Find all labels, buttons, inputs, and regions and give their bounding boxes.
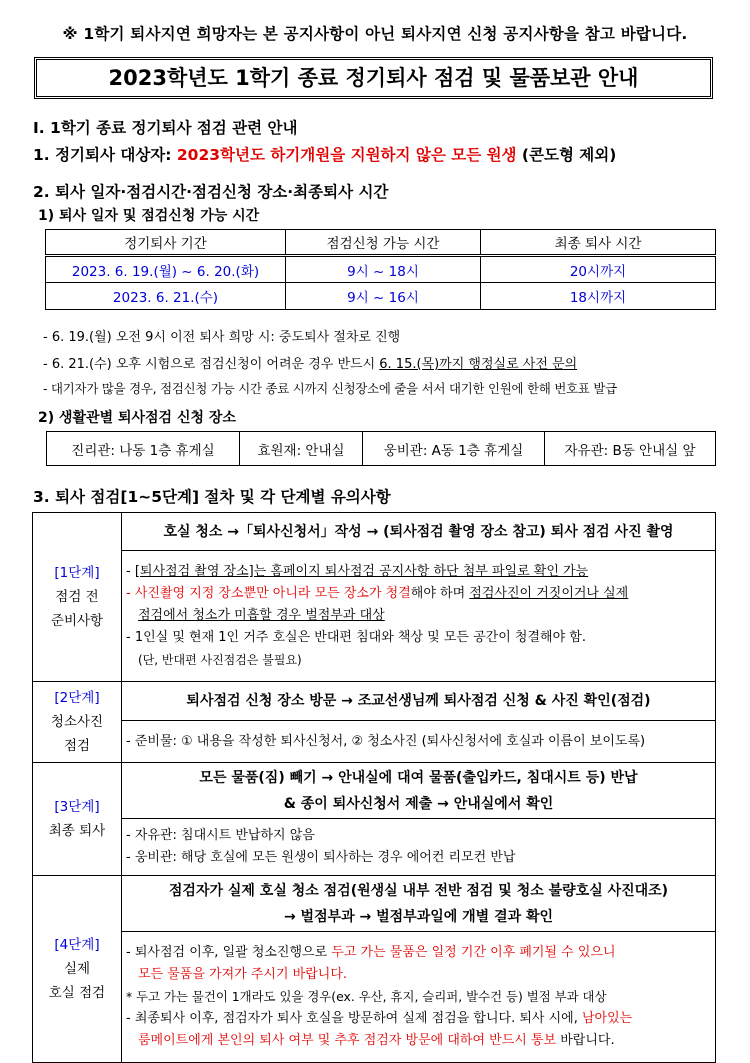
- schedule-cell: 9시 ~ 18시: [286, 256, 481, 283]
- step-row: [33, 721, 716, 763]
- schedule-row: [46, 283, 716, 310]
- step-body: [122, 551, 716, 682]
- schedule-header: 정기퇴사 기간: [46, 230, 286, 256]
- bullet-red: 남아있는: [581, 1011, 633, 1026]
- bullet: [126, 1008, 711, 1030]
- step-name: 호실 점검: [48, 985, 106, 1001]
- step-label: [33, 682, 122, 763]
- step-label: [33, 513, 122, 682]
- step-label: [33, 763, 122, 876]
- step-header: [122, 763, 716, 819]
- step-tag: [1단계]: [54, 565, 100, 581]
- bullet-cont: [126, 605, 711, 627]
- note-line: [43, 353, 577, 372]
- schedule-heading: 2. 퇴사 일자·점검시간·점검신청 장소·최종퇴사 시간: [33, 183, 389, 201]
- step-name: 최종 퇴사: [48, 823, 106, 839]
- bullet: [126, 942, 711, 964]
- schedule-cell: 18시까지: [481, 283, 716, 310]
- schedule-row: [46, 256, 716, 283]
- schedule-header-row: [46, 230, 716, 256]
- place-cell: 웅비관: A동 1층 휴게실: [363, 432, 545, 466]
- bullet-red: - 사진촬영 지정 장소뿐만 아니라 모든 장소가 청결: [126, 586, 411, 601]
- bullet: [126, 583, 711, 605]
- bullet-text: 해야 하며: [410, 586, 470, 601]
- bullet-dash: -: [126, 564, 135, 579]
- note-underlined: 6. 15.(목)까지 행정실로 사전 문의: [379, 357, 578, 372]
- bullet-text: - 퇴사점검 이후, 일괄 청소진행으로: [126, 945, 332, 960]
- place-cell: 자유관: B동 안내실 앞: [545, 432, 716, 466]
- step-row: [33, 682, 716, 721]
- step-row: [33, 876, 716, 932]
- bullet: - 준비물: ① 내용을 작성한 퇴사신청서, ② 청소사진 (퇴사신청서에 호실과 이름이 보이도록): [126, 733, 646, 749]
- schedule-header: 점검신청 가능 시간: [286, 230, 481, 256]
- bullet-text: - 최종퇴사 이후, 점검자가 퇴사 호실을 방문하여 실제 점검을 합니다. 퇴사 시에,: [126, 1011, 582, 1026]
- step-header-line: 점검자가 실제 호실 청소 점검(원생실 내부 전반 점검 및 청소 불량호실 사진대조): [168, 882, 669, 899]
- place-cell: 효원재: 안내실: [240, 432, 363, 466]
- target-line: [33, 143, 616, 165]
- step-tag: [3단계]: [54, 799, 100, 815]
- step-row: [33, 763, 716, 819]
- schedule-subheading: 1) 퇴사 일자 및 점검신청 가능 시간: [38, 208, 260, 224]
- schedule-cell: 9시 ~ 16시: [286, 283, 481, 310]
- step-header-line: & 종이 퇴사신청서 제출 → 안내실에서 확인: [283, 795, 554, 812]
- bullet-red: 두고 가는 물품은 일정 기간 이후 폐기될 수 있으니: [331, 945, 616, 960]
- bullet-red: 룸메이트에게 본인의 퇴사 여부 및 추후 점검자 방문에 대하여 반드시 통보: [138, 1033, 557, 1048]
- notice-text: ※ 1학기 퇴사지연 희망자는 본 공지사항이 아닌 퇴사지연 신청 공지사항을 참고 바랍니다.: [62, 25, 688, 43]
- bullet: - 1인실 및 현재 1인 거주 호실은 반대편 침대와 책상 및 모든 공간이 청결해야 함.: [126, 630, 586, 645]
- step-name: 점검: [63, 738, 91, 754]
- target-tail: (콘도형 제외): [516, 146, 617, 164]
- step-row: [33, 932, 716, 1063]
- bullet-cont: [126, 1030, 711, 1052]
- step-body: [122, 932, 716, 1063]
- bullet-underlined: 점검에서 청소가 미흡할 경우 벌점부과 대상: [138, 608, 385, 623]
- bullet: [126, 561, 711, 583]
- target-label: 1. 정기퇴사 대상자:: [33, 146, 177, 164]
- step-tag: [4단계]: [54, 937, 100, 953]
- note-text: - 6. 21.(수) 오후 시험으로 점검신청이 어려운 경우 반드시: [43, 357, 380, 372]
- step-row: [33, 513, 716, 551]
- bullet: - 자유관: 침대시트 반납하지 않음: [126, 828, 315, 843]
- note-line: - 대기자가 많을 경우, 점검신청 가능 시간 종료 시까지 신청장소에 줄을 서서 대기한 인원에 한해 번호표 발급: [43, 381, 617, 396]
- step-name: 점검 전: [55, 589, 99, 605]
- bullet-underlined: [퇴사점검 촬영 장소]는 홈페이지 퇴사점검 공지사항 하단 첨부 파일로 확인 가능: [134, 564, 589, 579]
- step-header-line: → 벌점부과 → 벌점부과일에 개별 결과 확인: [283, 908, 554, 925]
- page-title: 2023학년도 1학기 종료 정기퇴사 점검 및 물품보관 안내: [34, 57, 713, 99]
- bullet: - 웅비관: 해당 호실에 모든 원생이 퇴사하는 경우 에어컨 리모컨 반납: [126, 850, 516, 865]
- bullet-underlined: 점검사진이 거짓이거나 실제: [469, 586, 629, 601]
- step-row: [33, 551, 716, 682]
- bullet-cont: (단, 반대편 사진점검은 불필요): [138, 653, 302, 667]
- schedule-cell: 2023. 6. 19.(월) ~ 6. 20.(화): [46, 256, 286, 283]
- step-body: [122, 819, 716, 876]
- place-cell: 진리관: 나동 1층 휴게실: [47, 432, 240, 466]
- step-name: 청소사진: [50, 714, 104, 730]
- target-highlight: 2023학년도 하기개원을 지원하지 않은 모든 원생: [176, 146, 517, 164]
- step-label: [33, 876, 122, 1063]
- step-name: 준비사항: [50, 613, 104, 629]
- places-subheading: 2) 생활관별 퇴사점검 신청 장소: [38, 410, 236, 426]
- step-header: 호실 청소 →「퇴사신청서」작성 → (퇴사점검 촬영 장소 참고) 퇴사 점검 사진 촬영: [122, 513, 716, 551]
- places-table: [46, 431, 716, 466]
- bullet: * 두고 가는 물건이 1개라도 있을 경우(ex. 우산, 휴지, 슬리퍼, 발수건 등) 벌점 부과 대상: [126, 989, 607, 1004]
- steps-table: [32, 512, 716, 1063]
- step-tag: [2단계]: [54, 690, 100, 706]
- note-line: - 6. 19.(월) 오전 9시 이전 퇴사 희망 시: 중도퇴사 절차로 진행: [43, 330, 401, 345]
- step-header: 퇴사점검 신청 장소 방문 → 조교선생님께 퇴사점검 신청 & 사진 확인(점검): [122, 682, 716, 721]
- steps-heading: 3. 퇴사 점검[1~5단계] 절차 및 각 단계별 유의사항: [33, 488, 391, 506]
- schedule-cell: 2023. 6. 21.(수): [46, 283, 286, 310]
- schedule-header: 최종 퇴사 시간: [481, 230, 716, 256]
- places-row: [47, 432, 716, 466]
- schedule-cell: 20시까지: [481, 256, 716, 283]
- bullet-red: 모든 물품을 가져가 주시기 바랍니다.: [138, 967, 348, 982]
- bullet-text: 바랍니다.: [556, 1033, 615, 1048]
- step-name: 실제: [63, 961, 91, 977]
- schedule-table: [45, 229, 716, 310]
- bullet-cont: [126, 964, 711, 986]
- step-header-line: 모든 물품(짐) 빼기 → 안내실에 대여 물품(출입카드, 침대시트 등) 반납: [199, 769, 638, 786]
- step-body: [122, 721, 716, 763]
- section-heading: Ⅰ. 1학기 종료 정기퇴사 점검 관련 안내: [33, 119, 298, 137]
- step-row: [33, 819, 716, 876]
- step-header: [122, 876, 716, 932]
